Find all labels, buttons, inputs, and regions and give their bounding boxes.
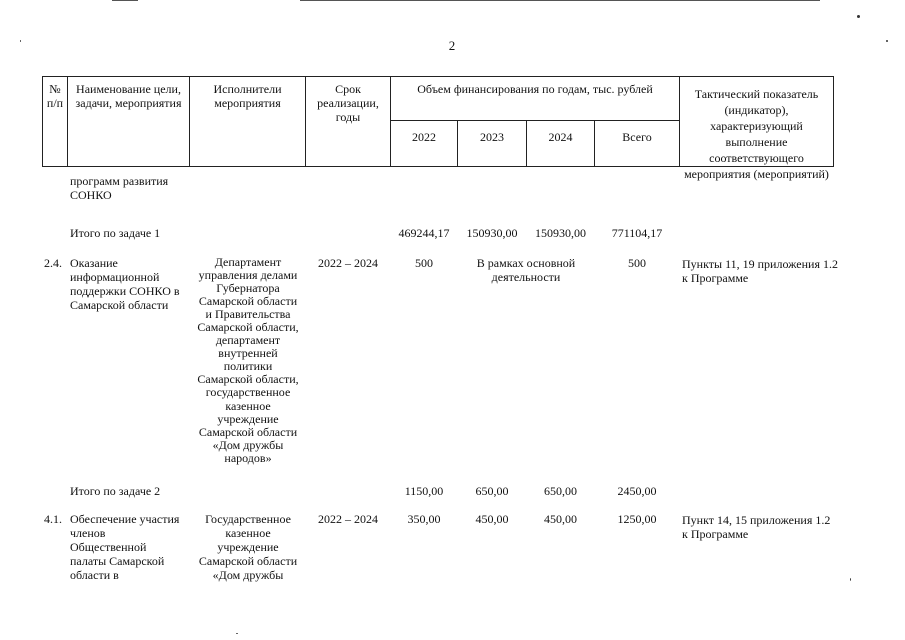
item-2-4-executors: Департамент управления делами Губернатора Самарской области и Правительства Самарской области, департамент внутренней политики Самарской области, государственное казенное учреждение Самарской области «Дом дружбы народов» [197,255,299,465]
item-2-4-term: 2022 – 2024 [318,256,378,270]
top-border-right [300,0,820,1]
item-4-1-num: 4.1. [44,512,62,526]
item-4-1-2022: 350,00 [407,512,441,526]
header-total: Всего [622,130,652,144]
scan-speck [886,40,888,42]
item-4-1-2024: 450,00 [544,512,577,526]
item-4-1-term: 2022 – 2024 [318,512,378,526]
subtotal-1-2024: 150930,00 [535,226,586,240]
item-2-4-2023-2024: В рамках основной деятельности [476,256,576,284]
scan-speck [857,15,860,18]
subtotal-1-2023: 150930,00 [466,226,518,240]
page-number: 2 [448,38,456,53]
item-2-4-total: 500 [628,256,646,270]
header-indicator: Тактический показатель (индикатор), характеризующий выполнение соответствующего мероприятия (мероприятий) [684,87,829,181]
item-2-4-indicator: Пункты 11, 19 приложения 1.2 к Программе [682,257,838,285]
subtotal-2-2023: 650,00 [475,484,509,498]
item-2-4-num: 2.4. [44,256,62,270]
item-4-1-indicator: Пункт 14, 15 приложения 1.2 к Программе [682,513,831,541]
top-border-left [112,0,138,1]
item-2-4-2022: 500 [415,256,433,270]
header-name: Наименование цели, задачи, мероприятия [75,82,182,110]
header-executors: Исполнители мероприятия [213,82,282,110]
subtotal-1-2022: 469244,17 [398,226,450,240]
subtotal-2-label: Итого по задаче 2 [70,484,161,498]
header-funding: Объем финансирования по годам, тыс. рублей [417,82,653,96]
header-num: № п/п [46,82,64,110]
scan-speck [850,578,851,581]
header-term: Срок реализации, годы [317,82,379,124]
item-4-1-2023: 450,00 [475,512,509,526]
row-continuation-name: программ развития СОНКО [70,174,169,202]
subtotal-1-label: Итого по задаче 1 [70,226,161,240]
scan-speck [236,633,238,634]
scan-speck [20,40,21,42]
subtotal-2-2024: 650,00 [544,484,577,498]
item-4-1-name: Обеспечение участия членов Общественной палаты Самарской области в [70,512,180,582]
subtotal-1-total: 771104,17 [611,226,663,240]
item-2-4-name: Оказание информационной поддержки СОНКО в Самарской области [70,256,180,312]
header-year-2023: 2023 [480,130,504,144]
item-4-1-total: 1250,00 [617,512,657,526]
subtotal-2-total: 2450,00 [617,484,657,498]
subtotal-2-2022: 1150,00 [404,484,444,498]
item-4-1-executors: Государственное казенное учреждение Самарской области «Дом дружбы [198,512,298,582]
header-year-2022: 2022 [412,130,436,144]
header-year-2024: 2024 [548,130,573,144]
